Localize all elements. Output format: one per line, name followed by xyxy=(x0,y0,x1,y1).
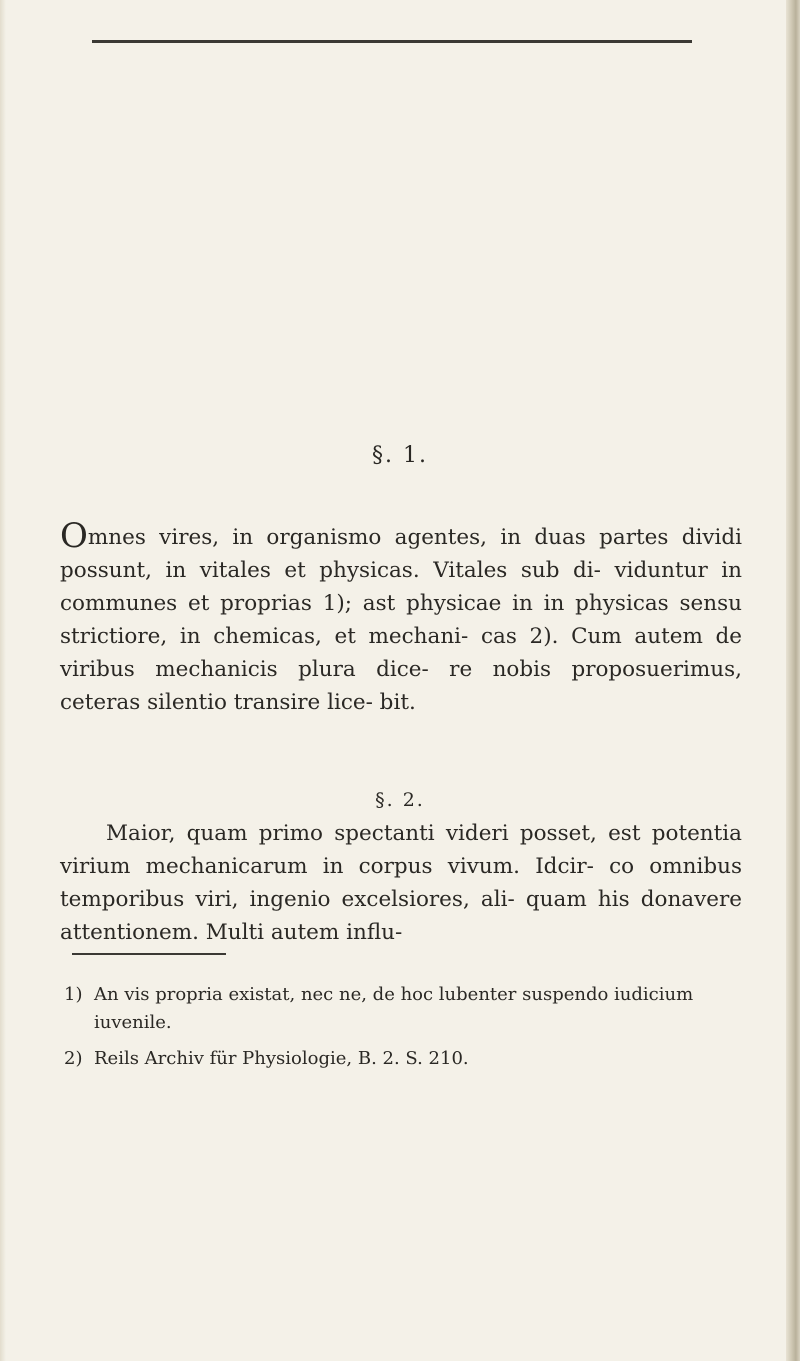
section-heading-2: §. 2. xyxy=(375,789,425,811)
footnote-2-mark: 2) xyxy=(64,1048,83,1069)
paragraph-1-text: mnes vires, in organismo agentes, in duas partes dividi possunt, in vitales et physicas. Vitales sub di- viduntur in communes et proprias 1); ast physicae in in physicas sensu strictiore, in chemicas, et mechani- cas 2). Cum autem de viribus mechanicis plura dice- re nobis proposuerimus, ceteras silentio transire lice- bit. xyxy=(60,525,742,715)
footnote-1 xyxy=(64,981,754,1037)
paragraph-2-text: Maior, quam primo spectanti videri posset, est potentia virium mechanicarum in corpus vivum. Idcir- co omnibus temporibus viri, ingenio excelsiores, ali- quam his donavere attentionem. Multi autem influ- xyxy=(60,821,742,945)
section-heading-1: §. 1. xyxy=(372,443,428,468)
footnote-rule xyxy=(72,953,226,955)
page-right-edge xyxy=(786,0,800,1361)
page-left-edge xyxy=(0,0,6,1361)
header-rule xyxy=(92,40,692,43)
footnote-1-mark: 1) xyxy=(64,984,83,1005)
footnote-2 xyxy=(64,1045,754,1073)
footnote-2-text: Reils Archiv für Physiologie, B. 2. S. 210. xyxy=(94,1048,469,1069)
paragraph-2 xyxy=(60,817,742,949)
drop-cap: O xyxy=(60,516,88,556)
paragraph-1 xyxy=(60,516,742,719)
footnotes xyxy=(64,981,754,1081)
footnote-1-text: An vis propria existat, nec ne, de hoc lubenter suspendo iudicium iuvenile. xyxy=(94,984,694,1033)
